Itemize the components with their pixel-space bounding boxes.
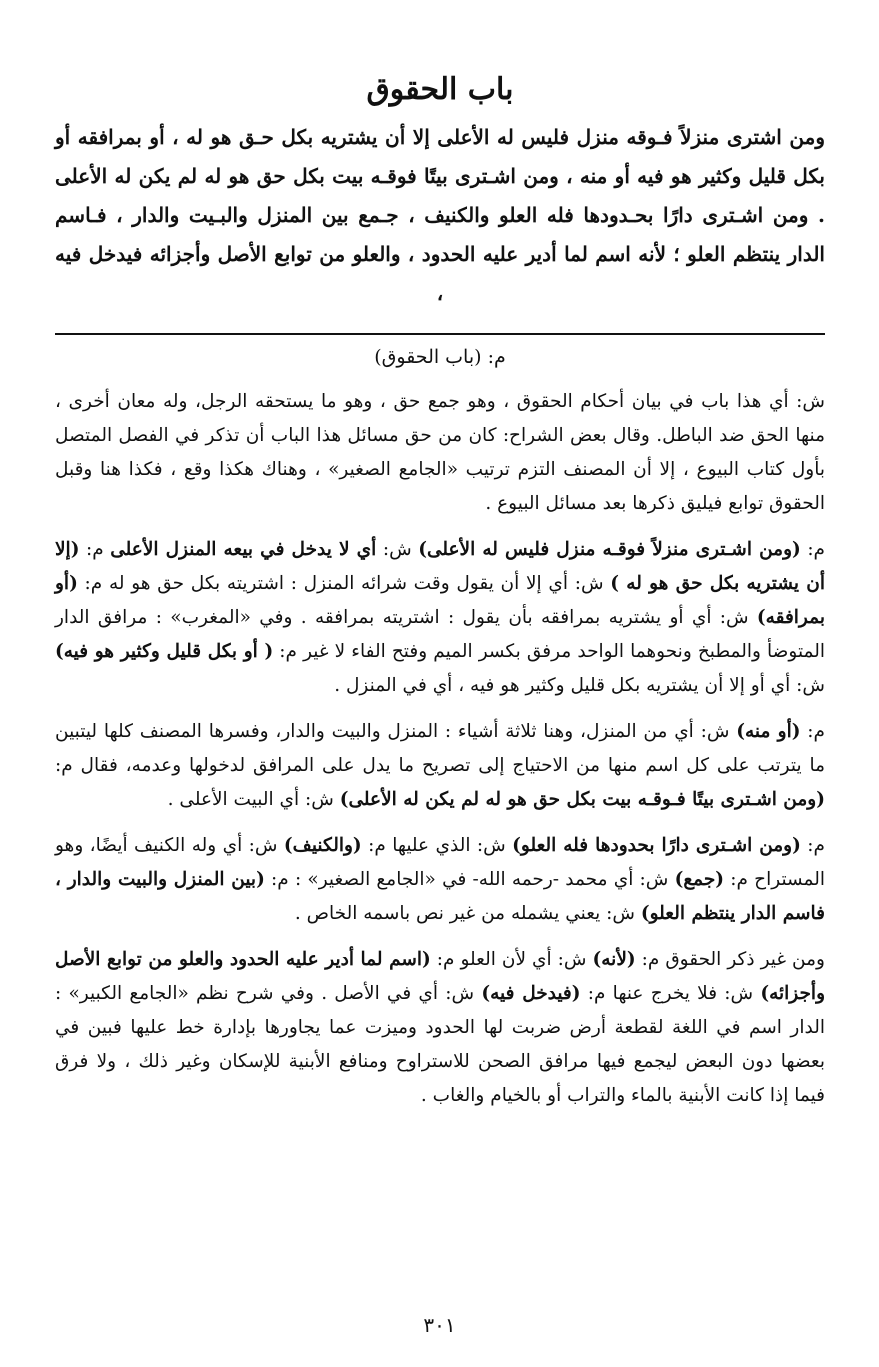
page-content <box>55 70 825 1125</box>
quoted-matn: (ومن اشـترى دارًا بحدودها فله العلو) <box>512 835 801 856</box>
quoted-matn: (اسم لما أدير عليه الحدود والعلو من توابع الأصل وأجزائه) <box>55 949 826 1004</box>
sharh-paragraph-4 <box>55 829 825 931</box>
commentary-text: ش: أي من المنزل، وهنا ثلاثة أشياء : المنزل والبيت والدار، وفسرها المصنف كلها ليتبين ما يترتب على كل اسم منها من الاحتياج إلى تصريح ما يدل على المرافق لدخولها وعدمه، فقال م: <box>55 721 825 776</box>
commentary-text: م: <box>79 539 111 560</box>
quoted-matn: (جمع) <box>674 869 725 890</box>
commentary-text: ش: أي في الأصل . وفي شرح نظم «الجامع الكبير» : الدار اسم في اللغة لقطعة أرض ضربت لها الحدود وميزت عما يجاورها بإدارة خط عليها فبين في بعضها دون البعض ليجمع فيها مرافق الصحن للاستراوح ومنافع الأبنية للإسكان وغير ذلك ، ولا فرق فيما إذا كانت الأبنية بالماء والتراب أو بالخيام والغاب . <box>55 983 825 1106</box>
commentary-text: ش: الذي عليها م: <box>361 835 513 856</box>
commentary-text: ش: فلا يخرج عنها م: <box>580 983 761 1004</box>
commentary-text: ش: يعني يشمله من غير نص باسمه الخاص . <box>294 903 641 924</box>
sharh-paragraph-1: ش: أي هذا باب في بيان أحكام الحقوق ، وهو جمع حق ، وهو ما يستحقه الرجل، وله معان أخرى ، منها الحق ضد الباطل. وقال بعض الشراح: كان من حق مسائل هذا الباب أن تذكر في الفصل المتصل بأول كتاب البيوع ، إلا أن المصنف التزم ترتيب «الجامع الصغير» ، وهناك هكذا وقع ، فكذا هنا وقبل الحقوق توابع فيليق ذكرها بعد مسائل البيوع . <box>55 391 825 514</box>
quoted-matn: (أو بمرافقه) <box>55 573 825 628</box>
chapter-title: باب الحقوق <box>366 72 514 107</box>
commentary-text: ش: أي البيت الأعلى . <box>167 789 340 810</box>
quoted-matn: (بين المنزل والبيت والدار ، فاسم الدار ينتظم العلو) <box>55 869 825 924</box>
matn-text: ومن اشترى منزلاً فـوقه منزل فليس له الأعلى إلا أن يشتريه بكل حـق هو له ، أو بمرافقه أو بكل قليل وكثير هو فيه أو منه ، ومن اشـترى بيتًا فوقـه بيت بكل حق هو له لم يكن له الأعلى . ومن اشـترى دارًا بحـدودها فله العلو والكنيف ، جـمع بين المنزل والبـيت والدار ، فـاسم الدار ينتظم العلو ؛ لأنه اسم لما أدير عليه الحدود ، والعلو من توابع الأصل وأجزائه فيدخل فيه ، <box>55 125 825 305</box>
quoted-matn: (فيدخل فيه) <box>481 983 581 1004</box>
sharh-paragraph-3 <box>55 715 825 817</box>
quoted-matn: (ومن اشـترى بيتًا فـوقـه بيت بكل حق هو له لم يكن له الأعلى) <box>339 789 825 810</box>
sharh-heading: م: (باب الحقوق) <box>374 346 506 368</box>
sharh-paragraph-5 <box>55 943 825 1113</box>
sharh-paragraph-2 <box>55 533 825 703</box>
quoted-matn: (ومن اشـترى منزلاً فوقـه منزل فليس له الأعلى) <box>418 539 801 560</box>
commentary-text: ش: أي أو يشتريه بمرافقه بأن يقول : اشتريته بمرافقه . وفي «المغرب» : مرافق الدار المتوضأ والمطبخ ونحوهما الواحد مرفق بكسر الميم وفتح الفاء لا غير م: <box>55 607 825 662</box>
quoted-matn: ( أو بكل قليل وكثير هو فيه) <box>55 641 274 662</box>
commentary-text: ش: أي لأن العلو م: <box>430 949 593 970</box>
quoted-matn: أي لا يدخل في بيعه المنزل الأعلى <box>110 539 377 560</box>
quoted-matn: (أو منه) <box>736 721 801 742</box>
commentary-text: ومن غير ذكر الحقوق م: <box>635 949 825 970</box>
commentary-text: ش: أي محمد -رحمه الله- في «الجامع الصغير» : م: <box>264 869 675 890</box>
commentary-text: ش: أي وله الكنيف أيضًا، وهو المستراح م: <box>55 835 826 890</box>
commentary-text: م: <box>800 835 825 856</box>
quoted-matn: (والكنيف) <box>283 835 362 856</box>
commentary-text: ش: <box>376 539 419 560</box>
commentary-text: م: <box>800 539 826 560</box>
divider-line <box>55 333 825 335</box>
quoted-matn: (لأنه) <box>592 949 636 970</box>
quoted-matn: (إلا أن يشتريه بكل حق هو له ) <box>55 539 825 594</box>
commentary-text: م: <box>800 721 825 742</box>
commentary-text: ش: أي إلا أن يقول وقت شرائه المنزل : اشتريته بكل حق هو له م: <box>77 573 611 594</box>
commentary-text: ش: أي أو إلا أن يشتريه بكل قليل وكثير هو فيه ، أي في المنزل . <box>334 675 825 696</box>
page-number: ٣٠١ <box>423 1313 456 1337</box>
